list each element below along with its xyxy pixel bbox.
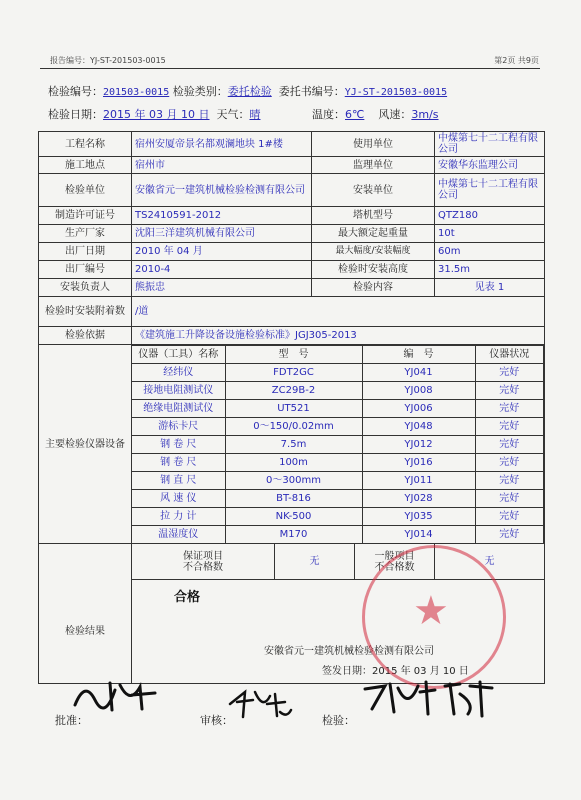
row-label: 最大幅度/安装幅度: [312, 243, 435, 261]
row-label: 工程名称: [39, 132, 132, 157]
instr-model: 0～300mm: [225, 472, 362, 490]
instruments-label: 主要检验仪器设备: [39, 345, 132, 544]
info-line-2: [48, 106, 260, 122]
instr-code: YJ012: [362, 436, 475, 454]
row-value: 中煤第七十二工程有限公司: [435, 174, 545, 207]
row-value: 熊振忠: [132, 279, 312, 297]
instr-header: 型 号: [225, 346, 362, 364]
attach-value: /道: [132, 297, 545, 327]
info-line-1: [48, 83, 447, 99]
result-label: 检验结果: [39, 580, 132, 684]
summary-label-1: [132, 544, 275, 580]
basis-row: [39, 327, 545, 345]
instr-status: 完好: [475, 490, 544, 508]
table-row: [39, 225, 545, 243]
attach-row: [39, 297, 545, 327]
inspect-no-label: 检验编号：: [48, 85, 103, 98]
row-value: 沈阳三洋建筑机械有限公司: [132, 225, 312, 243]
instr-status: 完好: [475, 472, 544, 490]
seal-star-icon: ★: [413, 588, 449, 634]
instr-model: 0～150/0.02mm: [225, 418, 362, 436]
instr-row: [132, 364, 544, 382]
instr-model: 100m: [225, 454, 362, 472]
wind-label: 风速：: [378, 108, 412, 121]
row-value: 中煤第七十二工程有限公司: [435, 132, 545, 157]
issue-date: 签发日期：2015 年 03 月 10 日: [322, 666, 469, 677]
instr-code: YJ028: [362, 490, 475, 508]
instr-model: UT521: [225, 400, 362, 418]
instr-header: 编 号: [362, 346, 475, 364]
instr-name: 钢 直 尺: [132, 472, 225, 490]
inspect-no: 201503-0015: [103, 87, 170, 98]
entrust-label: 委托书编号：: [278, 85, 345, 98]
instr-model: NK-500: [225, 508, 362, 526]
table-row: [39, 261, 545, 279]
approver-signature: [70, 675, 160, 715]
instr-name: 钢 卷 尺: [132, 454, 225, 472]
row-value: 安徽华东监理公司: [435, 157, 545, 174]
table-row: [39, 279, 545, 297]
instr-name: 接地电阻测试仪: [132, 382, 225, 400]
row-label: 塔机型号: [312, 207, 435, 225]
instr-name: 拉 力 计: [132, 508, 225, 526]
instr-code: YJ048: [362, 418, 475, 436]
summary-label-1a: 保证项目: [183, 550, 223, 562]
instr-status: 完好: [475, 400, 544, 418]
instruments-row: [39, 345, 545, 544]
date-label: 检验日期：: [48, 108, 103, 121]
instr-name: 温湿度仪: [132, 526, 225, 544]
instr-code: YJ016: [362, 454, 475, 472]
row-value: 安徽省元一建筑机械检验检测有限公司: [132, 174, 312, 207]
attach-label: 检验时安装附着数: [39, 297, 132, 327]
report-number: 报告编号：YJ-ST-201503-0015: [50, 56, 166, 65]
row-value: QTZ180: [435, 207, 545, 225]
type-label: 检验类别：: [172, 85, 228, 98]
info-line-2b: [312, 106, 439, 122]
temp-label: 温度：: [312, 108, 345, 121]
summary-label-1b: 不合格数: [183, 561, 223, 573]
instr-model: M170: [225, 526, 362, 544]
wind-speed: 3m/s: [411, 108, 439, 121]
instr-model: ZC29B-2: [225, 382, 362, 400]
instr-status: 完好: [475, 436, 544, 454]
result-value: 合格: [174, 590, 201, 605]
instr-row: [132, 382, 544, 400]
inspect-date: 2015 年 03 月 10 日: [103, 108, 210, 121]
summary-blank: [39, 544, 132, 580]
summary-label-2a: 一般项目: [374, 550, 415, 562]
instr-status: 完好: [475, 454, 544, 472]
instr-status: 完好: [475, 526, 544, 544]
inspect-label: 检验：: [322, 714, 355, 727]
instr-code: YJ006: [362, 400, 475, 418]
row-label: 监理单位: [312, 157, 435, 174]
instr-code: YJ014: [362, 526, 475, 544]
instr-model: BT-816: [225, 490, 362, 508]
row-label: 生产厂家: [39, 225, 132, 243]
page-info: 第2页 共9页: [494, 56, 539, 65]
instr-code: YJ008: [362, 382, 475, 400]
row-label: 出厂编号: [39, 261, 132, 279]
instr-row: [132, 454, 544, 472]
instr-status: 完好: [475, 382, 544, 400]
temperature: 6℃: [345, 108, 365, 121]
row-value: 2010-4: [132, 261, 312, 279]
weather-label: 天气：: [216, 108, 250, 121]
instr-row: [132, 418, 544, 436]
row-label: 使用单位: [312, 132, 435, 157]
basis-value: 《建筑施工升降设备设施检验标准》JGJ305-2013: [132, 327, 545, 345]
table-row: [39, 174, 545, 207]
summary-label-2b: 不合格数: [374, 561, 415, 573]
row-value: 31.5m: [435, 261, 545, 279]
instr-row: [132, 472, 544, 490]
official-seal: [362, 545, 506, 689]
instr-model: FDT2GC: [225, 364, 362, 382]
instr-code: YJ035: [362, 508, 475, 526]
row-label: 检验内容: [312, 279, 435, 297]
instruments-table: [132, 345, 544, 543]
row-value: 10t: [435, 225, 545, 243]
instr-status: 完好: [475, 508, 544, 526]
inspector-signature: [360, 674, 500, 719]
table-row: [39, 132, 545, 157]
instr-name: 风 速 仪: [132, 490, 225, 508]
entrust-no: YJ-ST-201503-0015: [344, 87, 448, 98]
instr-name: 经纬仪: [132, 364, 225, 382]
header-divider: [40, 68, 540, 69]
row-label: 制造许可证号: [39, 207, 132, 225]
row-value: 60m: [435, 243, 545, 261]
row-label: 检验时安装高度: [312, 261, 435, 279]
instr-name: 绝缘电阻测试仪: [132, 400, 225, 418]
row-value: TS2410591-2012: [132, 207, 312, 225]
table-row: [39, 157, 545, 174]
table-row: [39, 207, 545, 225]
row-value: 见表 1: [435, 279, 545, 297]
row-label: 检验单位: [39, 174, 132, 207]
instr-row: [132, 436, 544, 454]
table-row: [39, 243, 545, 261]
inspect-type: 委托检验: [227, 85, 272, 98]
instr-header: 仪器状况: [475, 346, 544, 364]
review-label: 审核：: [200, 714, 233, 727]
instr-code: YJ041: [362, 364, 475, 382]
instr-header-row: [132, 346, 544, 364]
instr-header: 仪器（工具）名称: [132, 346, 225, 364]
weather: 晴: [249, 108, 261, 121]
instr-model: 7.5m: [225, 436, 362, 454]
instr-name: 游标卡尺: [132, 418, 225, 436]
row-label: 出厂日期: [39, 243, 132, 261]
instr-name: 钢 卷 尺: [132, 436, 225, 454]
instr-code: YJ011: [362, 472, 475, 490]
row-label: 施工地点: [39, 157, 132, 174]
issuing-company: 安徽省元一建筑机械检验检测有限公司: [264, 646, 434, 657]
basis-label: 检验依据: [39, 327, 132, 345]
instr-row: [132, 526, 544, 544]
summary-value-2: 无: [435, 544, 545, 580]
row-label: 最大额定起重量: [312, 225, 435, 243]
reviewer-signature: [225, 682, 295, 722]
row-value: 宿州安厦帝景名都观澜地块 1#楼: [132, 132, 312, 157]
instr-row: [132, 490, 544, 508]
row-value: 宿州市: [132, 157, 312, 174]
instr-row: [132, 400, 544, 418]
row-label: 安装负责人: [39, 279, 132, 297]
summary-value-1: 无: [275, 544, 355, 580]
row-value: 2010 年 04 月: [132, 243, 312, 261]
approve-label: 批准：: [55, 714, 88, 727]
instr-status: 完好: [475, 418, 544, 436]
instr-row: [132, 508, 544, 526]
instruments-cell: [132, 345, 545, 544]
row-label: 安装单位: [312, 174, 435, 207]
instr-status: 完好: [475, 364, 544, 382]
